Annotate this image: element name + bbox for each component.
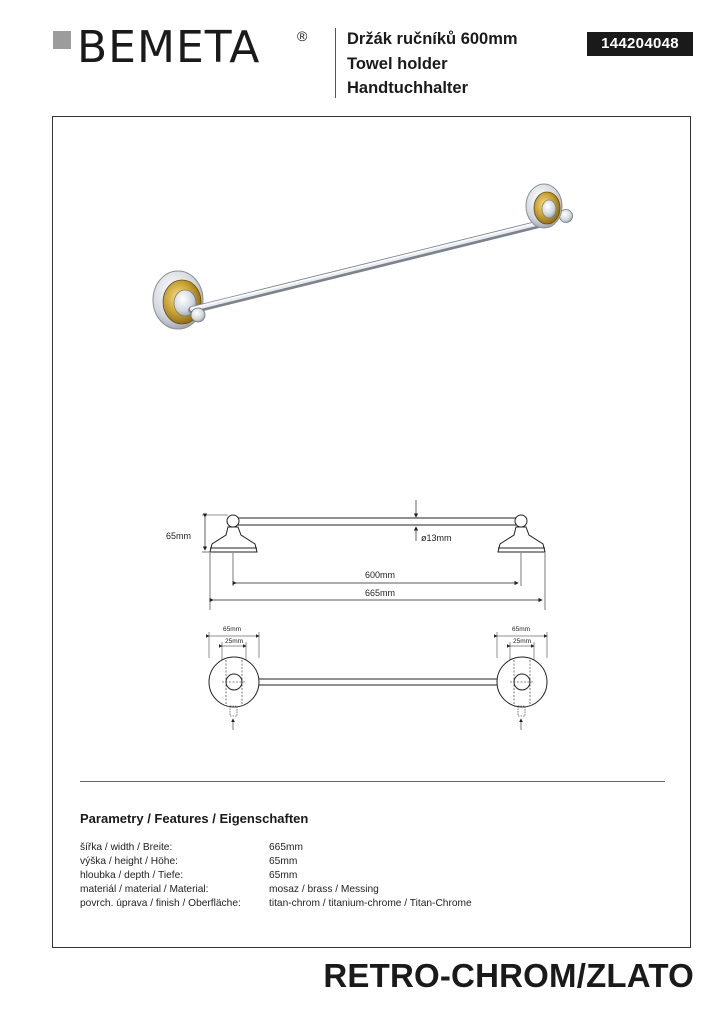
feature-value: mosaz / brass / Messing [269,884,379,896]
feature-value: 65mm [269,870,298,882]
feature-value: titan-chrom / titanium-chrome / Titan-Chrome [269,898,472,910]
feature-label: povrch. úprava / finish / Oberfläche: [80,898,241,910]
features-table [80,841,472,911]
feature-label: hloubka / depth / Tiefe: [80,870,184,882]
feature-row-width [80,841,472,855]
right-plate-width-label: 65mm [512,626,531,633]
feature-value: 665mm [269,842,303,853]
right-wall-mount [526,184,562,228]
feature-value: 65mm [269,856,298,868]
right-hole-spacing-label: 25mm [513,638,532,645]
logo-text: BEMETA [77,22,261,73]
product-code-badge: 144204048 [587,32,693,56]
inner-width-dim-label: 600mm [365,570,396,580]
title-english: Towel holder [347,54,448,73]
title-czech: Držák ručníků 600mm [347,30,518,48]
feature-row-material [80,883,472,897]
feature-label: šířka / width / Breite: [80,842,173,853]
collection-title: RETRO-CHROM/ZLATO [323,957,694,994]
outer-width-dim-label: 665mm [365,588,396,598]
features-heading: Parametry / Features / Eigenschaften [80,811,309,826]
feature-label: výška / height / Höhe: [80,856,178,868]
left-hole-spacing-label: 25mm [225,638,244,645]
feature-label: materiál / material / Material: [80,884,209,896]
height-dim-label: 65mm [166,531,192,541]
diameter-dim-label: ø13mm [421,533,452,543]
towel-bar [191,210,573,323]
product-photo [153,184,573,329]
top-view-drawing [209,632,547,730]
feature-row-height [80,855,472,869]
feature-row-depth [80,869,472,883]
features-separator [80,781,665,782]
title-german: Handtuchhalter [347,79,469,97]
feature-row-finish [80,897,472,911]
left-plate-width-label: 65mm [223,626,242,633]
registered-mark: ® [297,28,308,44]
